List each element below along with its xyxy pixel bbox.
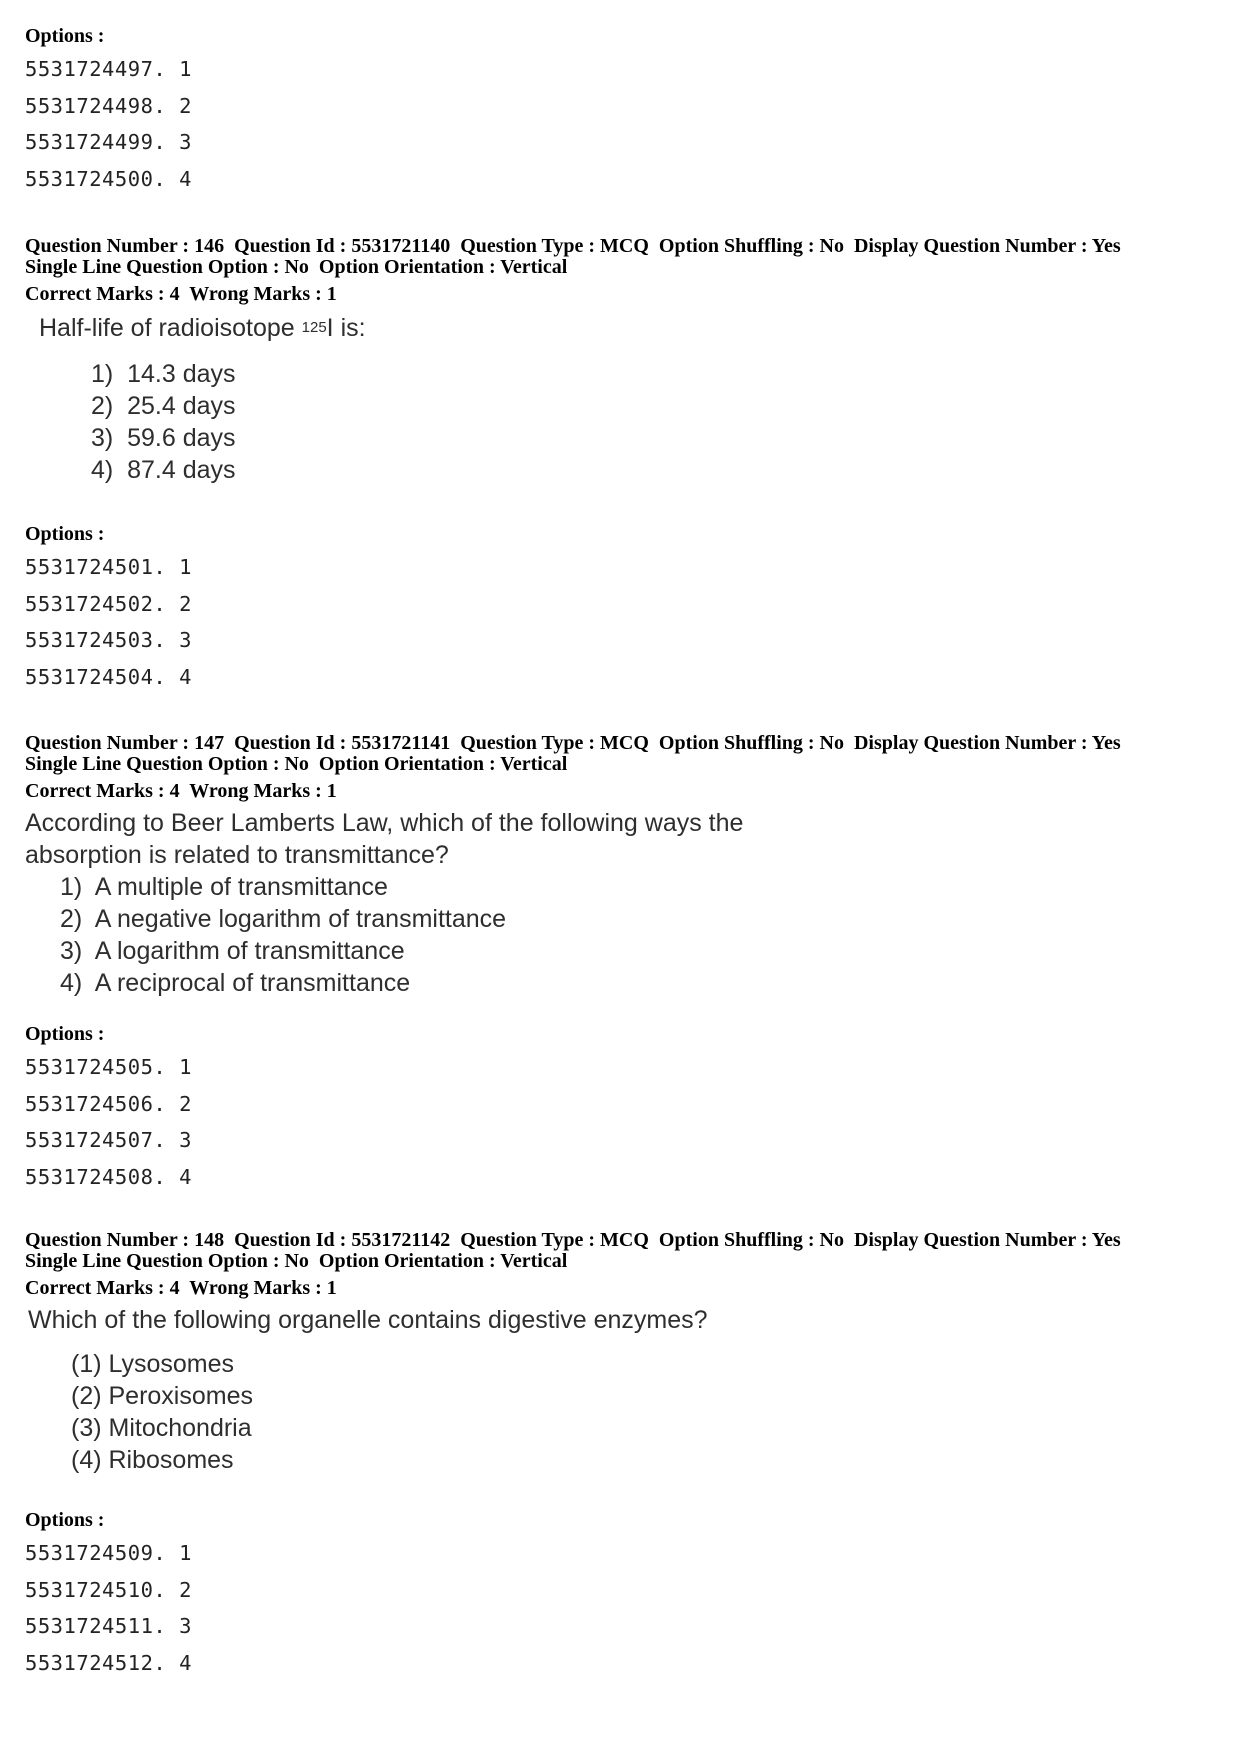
question-meta-line1: Question Number : 148 Question Id : 5531721142 Question Type : MCQ Option Shuffling : No Display Question Number : Yes <box>25 1229 1121 1251</box>
choice-item: (2) Peroxisomes <box>71 1382 253 1410</box>
question-147 <box>25 733 1215 999</box>
options-heading: Options : <box>25 1509 105 1531</box>
option-line: 5531724509. 1 <box>25 1541 192 1565</box>
choice-item: 2) 25.4 days <box>91 392 236 420</box>
choice-item: 2) A negative logarithm of transmittance <box>60 905 507 933</box>
choice-item: (3) Mitochondria <box>71 1414 252 1442</box>
option-line: 5531724500. 4 <box>25 166 192 191</box>
question-image <box>25 807 1215 999</box>
question-marks: Correct Marks : 4 Wrong Marks : 1 <box>25 780 337 802</box>
choice-item: 1) A multiple of transmittance <box>60 873 388 901</box>
option-line: 5531724499. 3 <box>25 130 192 154</box>
question-meta-line2: Single Line Question Option : No Option Orientation : Vertical <box>25 1249 568 1272</box>
question-meta-line2: Single Line Question Option : No Option Orientation : Vertical <box>25 255 568 278</box>
question-148 <box>25 1230 1215 1476</box>
question-146 <box>25 236 1215 486</box>
question-text-line1: According to Beer Lamberts Law, which of the following ways the <box>25 809 744 837</box>
question-text: Half-life of radioisotope $^{125}$I is: <box>39 314 366 342</box>
option-line: 5531724497. 1 <box>25 57 192 81</box>
choice-item: 3) A logarithm of transmittance <box>60 937 405 965</box>
question-meta-line1: Question Number : 146 Question Id : 5531721140 Question Type : MCQ Option Shuffling : No Display Question Number : Yes <box>25 235 1121 257</box>
choice-item: 4) 87.4 days <box>91 456 236 484</box>
choice-item: (4) Ribosomes <box>71 1446 234 1474</box>
option-line: 5531724498. 2 <box>25 93 192 118</box>
option-line: 5531724511. 3 <box>25 1614 192 1638</box>
choices-list <box>25 1348 1215 1476</box>
option-line: 5531724512. 4 <box>25 1650 192 1675</box>
question-image <box>25 1304 1215 1476</box>
choices-list <box>25 358 1215 486</box>
options-block-147 <box>25 1022 1215 1195</box>
question-marks: Correct Marks : 4 Wrong Marks : 1 <box>25 1277 337 1299</box>
option-line: 5531724505. 1 <box>25 1055 192 1079</box>
question-meta-line1: Question Number : 147 Question Id : 5531721141 Question Type : MCQ Option Shuffling : No Display Question Number : Yes <box>25 732 1121 754</box>
choice-item: 4) A reciprocal of transmittance <box>60 969 411 997</box>
question-text: Which of the following organelle contains digestive enzymes? <box>28 1306 708 1334</box>
options-block-148 <box>25 1508 1215 1681</box>
options-block-prev <box>25 24 1215 197</box>
option-line: 5531724506. 2 <box>25 1091 192 1116</box>
option-line: 5531724508. 4 <box>25 1164 192 1189</box>
options-heading: Options : <box>25 1023 105 1045</box>
option-line: 5531724503. 3 <box>25 628 192 652</box>
question-text-line2: absorption is related to transmittance? <box>25 841 449 869</box>
choice-item: 3) 59.6 days <box>91 424 236 452</box>
option-line: 5531724501. 1 <box>25 555 192 579</box>
option-line: 5531724507. 3 <box>25 1128 192 1152</box>
choices-list <box>25 871 1215 999</box>
option-line: 5531724502. 2 <box>25 591 192 616</box>
question-marks: Correct Marks : 4 Wrong Marks : 1 <box>25 283 337 305</box>
question-image <box>25 312 1215 486</box>
option-line: 5531724504. 4 <box>25 664 192 689</box>
options-heading: Options : <box>25 523 105 545</box>
choice-item: (1) Lysosomes <box>71 1350 235 1378</box>
options-heading: Options : <box>25 25 105 47</box>
options-block-146 <box>25 522 1215 695</box>
choice-item: 1) 14.3 days <box>91 360 236 388</box>
option-line: 5531724510. 2 <box>25 1577 192 1602</box>
question-meta-line2: Single Line Question Option : No Option Orientation : Vertical <box>25 752 568 775</box>
